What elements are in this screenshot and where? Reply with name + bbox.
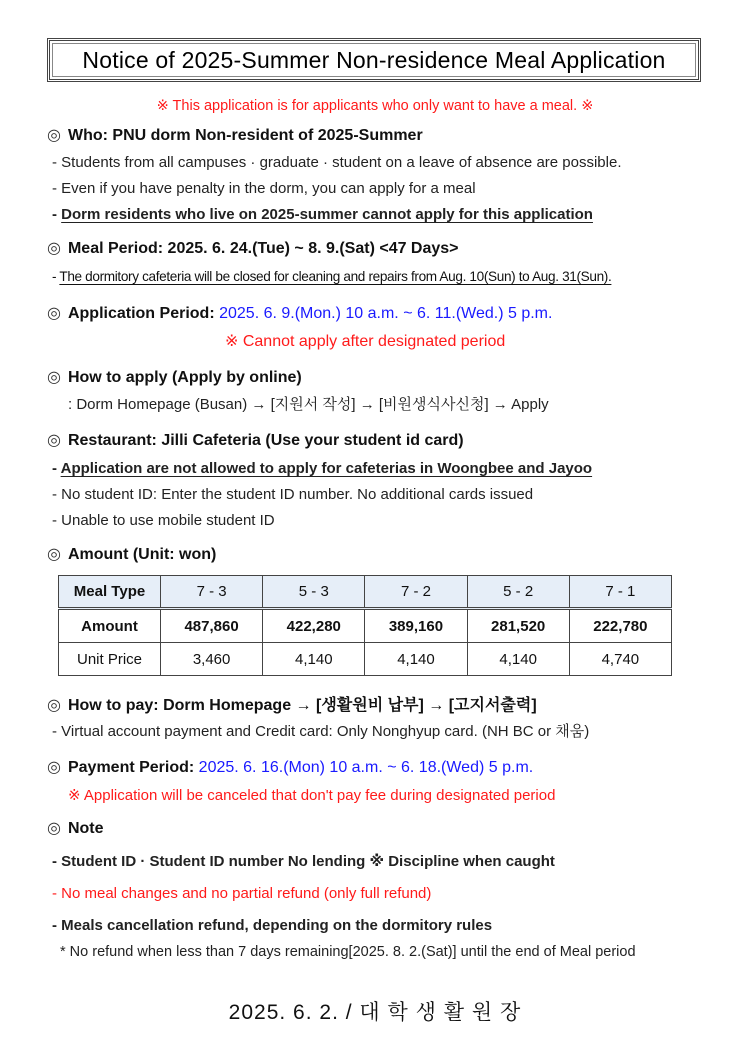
- table-header-cell: 5 - 2: [467, 576, 569, 609]
- amount-heading: [47, 546, 216, 564]
- restaurant-item-3: - Unable to use mobile student ID: [52, 512, 275, 529]
- title-box: [47, 38, 701, 82]
- who-heading: [47, 127, 423, 145]
- restaurant-item-2: - No student ID: Enter the student ID number. No additional cards issued: [52, 486, 534, 503]
- double-circle-icon: ◎: [47, 820, 61, 837]
- payment-period-label: Payment Period:: [67, 759, 199, 776]
- payment-period-warning: ※ Application will be canceled that don't pay fee during designated period: [68, 787, 556, 804]
- subtitle-notice: ※ This application is for applicants who only want to have a meal. ※: [156, 98, 594, 114]
- note-heading-text: Note: [67, 820, 104, 837]
- restaurant-heading: [47, 432, 464, 450]
- restaurant-heading-text: Restaurant: Jilli Cafeteria (Use your student id card): [67, 432, 464, 449]
- meal-period-note: [52, 268, 611, 286]
- who-item-3: [52, 206, 593, 224]
- table-cell: 222,780: [569, 609, 671, 643]
- table-cell: 487,860: [161, 609, 263, 643]
- who-item-3-text: Dorm residents who live on 2025-summer cannot apply for this application: [61, 206, 593, 223]
- double-circle-icon: ◎: [47, 240, 61, 257]
- who-item-2: - Even if you have penalty in the dorm, you can apply for a meal: [52, 180, 476, 197]
- meal-period-heading: [47, 240, 459, 258]
- payment-period-value: 2025. 6. 16.(Mon) 10 a.m. ~ 6. 18.(Wed) 5 p.m.: [198, 759, 534, 776]
- amount-table: [58, 575, 672, 676]
- how-to-apply-heading: [47, 369, 302, 387]
- table-cell: 389,160: [365, 609, 467, 643]
- table-cell: 4,140: [263, 643, 365, 676]
- meal-period-note-text: The dormitory cafeteria will be closed for cleaning and repairs from Aug. 10(Sun) to Aug. 31(Sun).: [59, 269, 612, 284]
- table-cell: 3,460: [161, 643, 263, 676]
- page-title: Notice of 2025-Summer Non-residence Meal Application: [82, 46, 666, 73]
- how-to-pay-heading: [47, 697, 537, 715]
- table-cell: 4,740: [569, 643, 671, 676]
- table-header-row: [59, 576, 672, 609]
- double-circle-icon: ◎: [47, 369, 61, 386]
- double-circle-icon: ◎: [47, 546, 61, 563]
- dash: -: [52, 206, 62, 223]
- payment-period-heading: [47, 759, 533, 777]
- table-header-cell: 7 - 1: [569, 576, 671, 609]
- note-footnote: * No refund when less than 7 days remaining[2025. 8. 2.(Sat)] until the end of Meal period: [60, 944, 636, 960]
- note-item-3: - Meals cancellation refund, depending on the dormitory rules: [52, 917, 493, 934]
- dash: -: [52, 460, 61, 477]
- table-header-cell: 5 - 3: [263, 576, 365, 609]
- double-circle-icon: ◎: [47, 697, 61, 714]
- table-cell: 4,140: [467, 643, 569, 676]
- application-period-value: 2025. 6. 9.(Mon.) 10 a.m. ~ 6. 11.(Wed.) 5 p.m.: [219, 305, 553, 322]
- table-cell: Amount: [59, 609, 161, 643]
- note-heading: [47, 820, 104, 838]
- table-header-cell: 7 - 3: [161, 576, 263, 609]
- restaurant-item-1: [52, 460, 592, 478]
- table-header-cell: Meal Type: [59, 576, 161, 609]
- dash: -: [52, 269, 60, 284]
- table-cell: 422,280: [263, 609, 365, 643]
- who-heading-text: Who: PNU dorm Non-resident of 2025-Summer: [67, 127, 423, 144]
- how-to-apply-heading-text: How to apply (Apply by online): [67, 369, 302, 386]
- how-to-apply-path: : Dorm Homepage (Busan) → [지원서 작성] → [비원생식사신청] → Apply: [68, 396, 549, 413]
- footer-date-signature: 2025. 6. 2. / 대 학 생 활 원 장: [228, 1001, 522, 1024]
- double-circle-icon: ◎: [47, 305, 61, 322]
- note-item-1: - Student ID · Student ID number No lending ※ Discipline when caught: [52, 853, 555, 870]
- application-period-warning: ※ Cannot apply after designated period: [225, 333, 506, 350]
- how-to-pay-heading-text: How to pay: Dorm Homepage → [생활원비 납부] → [고지서출력]: [67, 697, 537, 714]
- application-period-heading: [47, 305, 552, 323]
- double-circle-icon: ◎: [47, 432, 61, 449]
- meal-period-heading-text: Meal Period: 2025. 6. 24.(Tue) ~ 8. 9.(Sat) <47 Days>: [67, 240, 459, 257]
- application-period-label: Application Period:: [67, 305, 220, 322]
- table-cell: 281,520: [467, 609, 569, 643]
- table-header-cell: 7 - 2: [365, 576, 467, 609]
- table-row: [59, 643, 672, 676]
- restaurant-item-1-text: Application are not allowed to apply for cafeterias in Woongbee and Jayoo: [60, 460, 593, 477]
- table-row: [59, 609, 672, 643]
- double-circle-icon: ◎: [47, 759, 61, 776]
- amount-heading-text: Amount (Unit: won): [67, 546, 217, 563]
- note-item-2: - No meal changes and no partial refund (only full refund): [52, 885, 432, 902]
- how-to-pay-item: - Virtual account payment and Credit card: Only Nonghyup card. (NH BC or 채움): [52, 723, 590, 740]
- who-item-1: - Students from all campuses · graduate · student on a leave of absence are possible.: [52, 154, 622, 171]
- double-circle-icon: ◎: [47, 127, 61, 144]
- table-cell: 4,140: [365, 643, 467, 676]
- table-cell: Unit Price: [59, 643, 161, 676]
